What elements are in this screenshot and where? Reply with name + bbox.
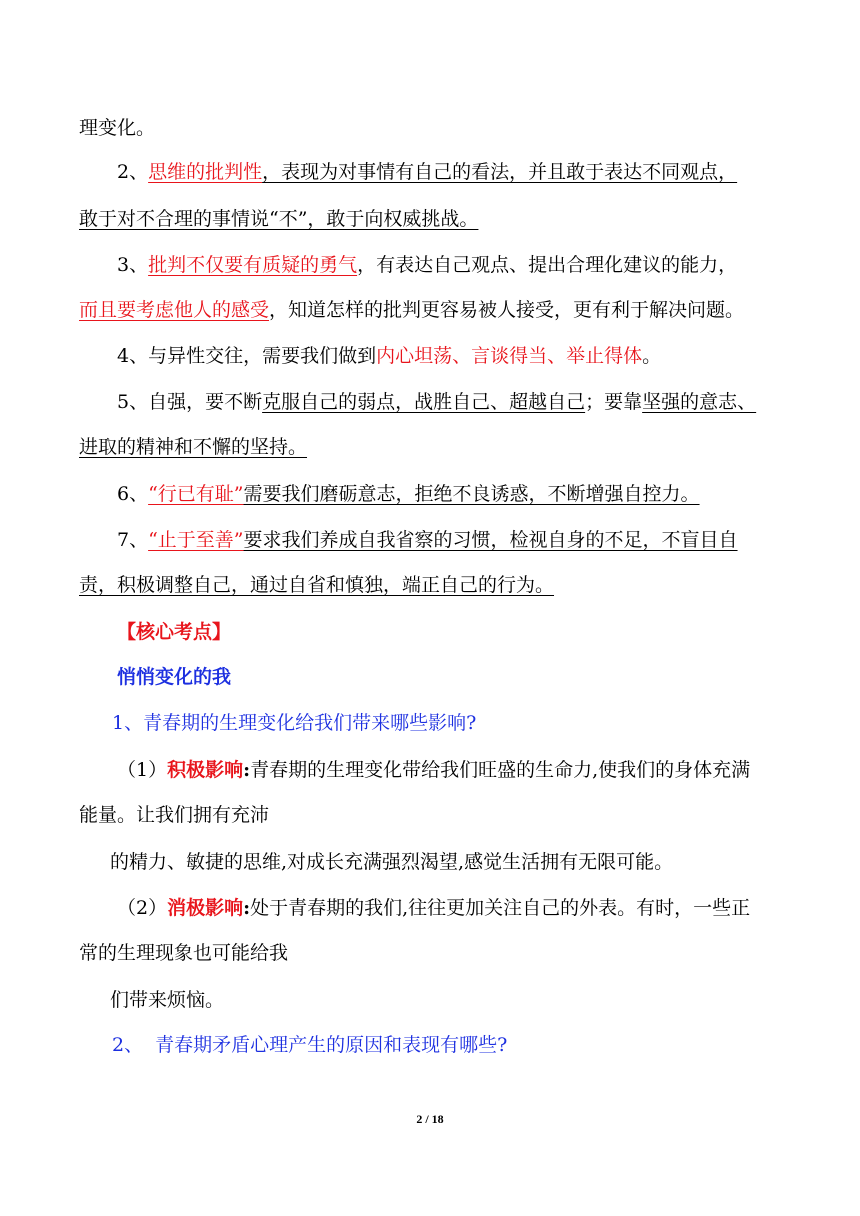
point-4: 4、与异性交往，需要我们做到内心坦荡、言谈得当、举止得体。 <box>117 345 662 367</box>
negative-impact-label: 消极影响 <box>167 897 244 919</box>
question-1: 1、青春期的生理变化给我们带来哪些影响? <box>112 712 477 734</box>
point-7-line-2: 责，积极调整自己，通过自省和慎独，端正自己的行为。 <box>79 574 555 596</box>
answer-2-line-1: （2）消极影响:处于青春期的我们,往往更加关注自己的外表。有时，一些正 <box>117 897 751 919</box>
point-3-line-1: 3、批判不仅要有质疑的勇气，有表达自己观点、提出合理化建议的能力， <box>117 254 738 276</box>
point-5-line-1: 5、自强，要不断克服自己的弱点，战胜自己、超越自己；要靠坚强的意志、 <box>117 391 757 413</box>
critical-thinking-term: 思维的批判性 <box>148 161 263 183</box>
core-points-heading: 【核心考点】 <box>117 621 232 643</box>
point-5-line-2: 进取的精神和不懈的坚持。 <box>79 436 308 458</box>
answer-1-line-2: 能量。让我们拥有充沛 <box>79 804 270 826</box>
page-number: 2 / 18 <box>416 1112 444 1126</box>
answer-2-line-3: 们带来烦恼。 <box>110 989 225 1011</box>
answer-1-line-1: （1）积极影响:青春期的生理变化带给我们旺盛的生命力,使我们的身体充满 <box>117 759 751 781</box>
point-7-line-1: 7、“止于至善”要求我们养成自我省察的习惯，检视自身的不足，不盲目自 <box>117 529 738 551</box>
answer-1-line-3: 的精力、敏捷的思维,对成长充满强烈渴望,感觉生活拥有无限可能。 <box>110 851 674 873</box>
paragraph-continuation: 理变化。 <box>79 117 156 139</box>
answer-2-line-2: 常的生理现象也可能给我 <box>79 942 289 964</box>
question-2: 2、 青春期矛盾心理产生的原因和表现有哪些? <box>112 1034 508 1056</box>
point-3-line-2: 而且要考虑他人的感受，知道怎样的批判更容易被人接受，更有利于解决问题。 <box>79 299 745 321</box>
section-subheading: 悄悄变化的我 <box>117 666 232 688</box>
point-2-line-1: 2、思维的批判性，表现为对事情有自己的看法，并且敢于表达不同观点， <box>117 161 738 183</box>
point-6: 6、“行已有耻”需要我们磨砺意志，拒绝不良诱惑，不断增强自控力。 <box>117 483 700 505</box>
positive-impact-label: 积极影响 <box>167 759 244 781</box>
point-2-line-2: 敢于对不合理的事情说“不”，敢于向权威挑战。 <box>79 208 479 230</box>
